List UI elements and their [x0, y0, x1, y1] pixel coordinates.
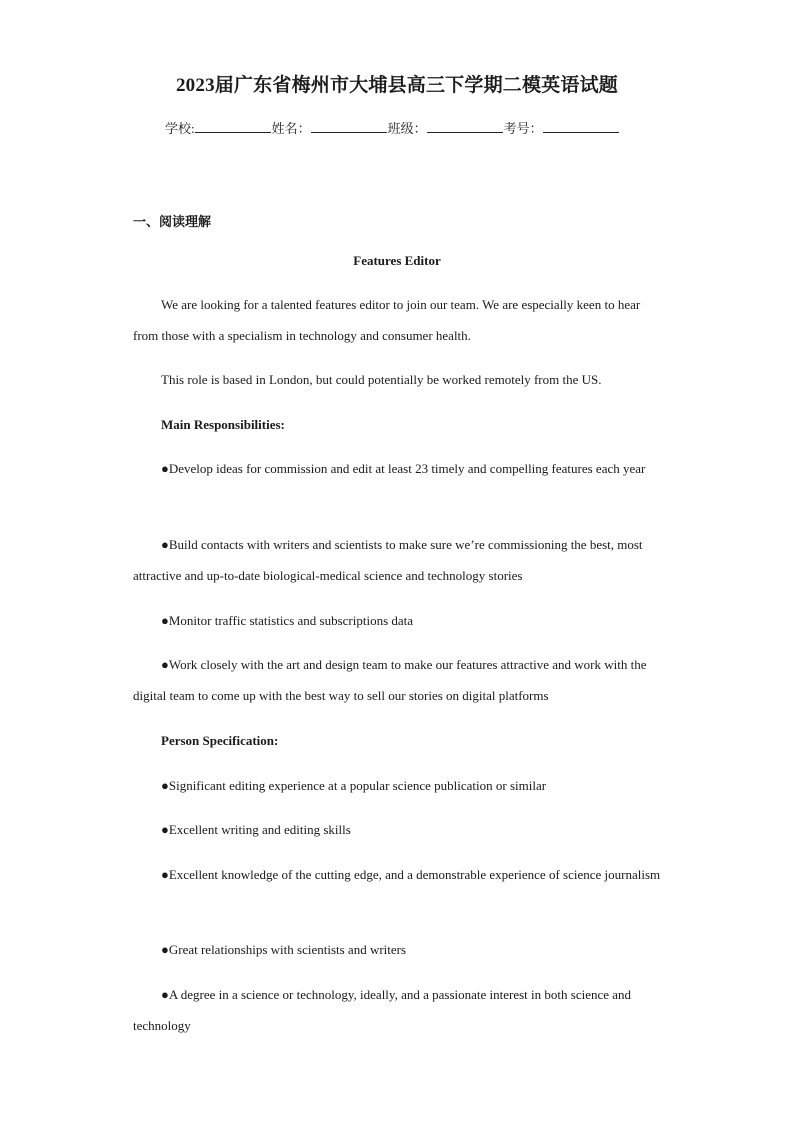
intro-paragraph: We are looking for a talented features editor to join our team. We are especially keen to hear from those with a specialism in technology and consumer health. — [133, 297, 641, 343]
specification-item: ●Excellent knowledge of the cutting edge, and a demonstrable experience of science journalism — [161, 867, 661, 882]
responsibility-item: ●Work closely with the art and design team to make our features attractive and work with the digital team to come up with the best way to sell our stories on digital platforms — [133, 657, 647, 703]
responsibility-item: ●Build contacts with writers and scientists to make sure we’re commissioning the best, most attractive and up-to-date biological-medical science and technology stories — [133, 537, 643, 583]
school-label: 学校: — [165, 121, 195, 136]
passage-title: Features Editor — [353, 253, 441, 268]
specification-item: ●Significant editing experience at a popular science publication or similar — [161, 778, 547, 793]
responsibility-item: ●Monitor traffic statistics and subscriptions data — [161, 613, 414, 628]
exam-number-blank — [543, 120, 619, 133]
student-info-fields — [165, 118, 620, 137]
specification-item: ●A degree in a science or technology, ideally, and a passionate interest in both science and technology — [133, 987, 632, 1033]
document-title: 2023届广东省梅州市大埔县高三下学期二模英语试题 — [175, 75, 618, 96]
exam-number-label: 考号： — [503, 121, 543, 136]
name-label: 姓名： — [271, 121, 311, 136]
specification-item: ●Great relationships with scientists and writers — [161, 942, 407, 957]
class-label: 班级： — [387, 121, 427, 136]
person-specification-heading: Person Specification: — [161, 733, 279, 748]
section-heading: 一、阅读理解 — [133, 214, 212, 229]
name-blank — [311, 120, 387, 133]
specification-item: ●Excellent writing and editing skills — [161, 822, 351, 837]
school-blank — [195, 120, 271, 133]
responsibilities-heading: Main Responsibilities: — [161, 417, 285, 432]
location-paragraph: This role is based in London, but could potentially be worked remotely from the US. — [161, 372, 602, 387]
responsibility-item: ●Develop ideas for commission and edit at least 23 timely and compelling features each year — [161, 461, 646, 476]
class-blank — [427, 120, 503, 133]
